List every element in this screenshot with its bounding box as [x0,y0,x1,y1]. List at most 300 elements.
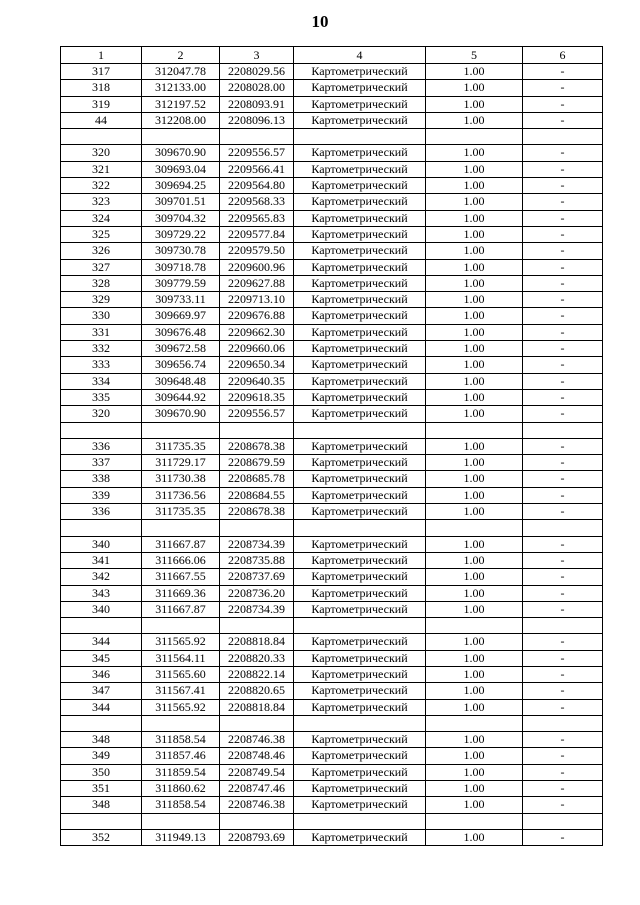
x-coordinate-cell: 309704.32 [142,210,220,226]
point-number-cell: 336 [61,504,142,520]
y-coordinate-cell: 2208735.88 [220,552,294,568]
point-number-cell [61,520,142,536]
description-cell: - [523,487,603,503]
method-cell: Картометрический [294,829,426,845]
accuracy-cell: 1.00 [426,438,523,454]
y-coordinate-cell: 2209600.96 [220,259,294,275]
y-coordinate-cell: 2208748.46 [220,748,294,764]
description-cell: - [523,569,603,585]
method-cell: Картометрический [294,438,426,454]
table-separator-row [61,129,603,145]
method-cell: Картометрический [294,275,426,291]
x-coordinate-cell: 311860.62 [142,781,220,797]
accuracy-cell: 1.00 [426,226,523,242]
accuracy-cell: 1.00 [426,178,523,194]
accuracy-cell: 1.00 [426,504,523,520]
y-coordinate-cell: 2208734.39 [220,536,294,552]
y-coordinate-cell: 2208820.33 [220,650,294,666]
y-coordinate-cell: 2208028.00 [220,80,294,96]
x-coordinate-cell: 309729.22 [142,226,220,242]
x-coordinate-cell: 309676.48 [142,324,220,340]
y-coordinate-cell: 2209566.41 [220,161,294,177]
method-cell: Картометрический [294,748,426,764]
table-row [61,161,603,177]
point-number-cell: 341 [61,552,142,568]
table-row [61,210,603,226]
table-separator-row [61,813,603,829]
description-cell: - [523,634,603,650]
point-number-cell: 44 [61,112,142,128]
table-row [61,536,603,552]
description-cell: - [523,112,603,128]
method-cell: Картометрический [294,80,426,96]
column-header: 1 [61,47,142,64]
point-number-cell: 348 [61,797,142,813]
table-separator-row [61,422,603,438]
accuracy-cell: 1.00 [426,145,523,161]
point-number-cell: 343 [61,585,142,601]
y-coordinate-cell: 2209662.30 [220,324,294,340]
description-cell [523,520,603,536]
point-number-cell: 327 [61,259,142,275]
description-cell: - [523,243,603,259]
column-header: 2 [142,47,220,64]
method-cell: Картометрический [294,471,426,487]
accuracy-cell: 1.00 [426,357,523,373]
y-coordinate-cell: 2209564.80 [220,178,294,194]
method-cell: Картометрический [294,699,426,715]
y-coordinate-cell [220,129,294,145]
table-header-row [61,47,603,64]
point-number-cell [61,618,142,634]
x-coordinate-cell: 311565.92 [142,699,220,715]
accuracy-cell: 1.00 [426,161,523,177]
y-coordinate-cell: 2208818.84 [220,699,294,715]
table-row [61,357,603,373]
point-number-cell: 340 [61,536,142,552]
method-cell: Картометрический [294,504,426,520]
accuracy-cell: 1.00 [426,308,523,324]
x-coordinate-cell: 309644.92 [142,389,220,405]
point-number-cell: 345 [61,650,142,666]
description-cell: - [523,194,603,210]
description-cell: - [523,438,603,454]
table-separator-row [61,618,603,634]
point-number-cell: 324 [61,210,142,226]
description-cell: - [523,80,603,96]
description-cell: - [523,699,603,715]
y-coordinate-cell: 2208678.38 [220,504,294,520]
x-coordinate-cell: 311857.46 [142,748,220,764]
description-cell: - [523,292,603,308]
y-coordinate-cell: 2208820.65 [220,683,294,699]
table-row [61,650,603,666]
table-row [61,96,603,112]
x-coordinate-cell [142,813,220,829]
description-cell: - [523,504,603,520]
point-number-cell: 352 [61,829,142,845]
point-number-cell: 321 [61,161,142,177]
table-row [61,634,603,650]
table-row [61,764,603,780]
table-row [61,243,603,259]
method-cell: Картометрический [294,112,426,128]
table-row [61,732,603,748]
table-row [61,194,603,210]
point-number-cell: 320 [61,145,142,161]
accuracy-cell: 1.00 [426,487,523,503]
y-coordinate-cell: 2209640.35 [220,373,294,389]
description-cell: - [523,748,603,764]
x-coordinate-cell: 311567.41 [142,683,220,699]
table-row [61,226,603,242]
method-cell: Картометрический [294,683,426,699]
point-number-cell: 335 [61,389,142,405]
point-number-cell: 320 [61,406,142,422]
table-row [61,112,603,128]
y-coordinate-cell: 2208684.55 [220,487,294,503]
table-row [61,683,603,699]
table-row [61,487,603,503]
point-number-cell: 326 [61,243,142,259]
method-cell: Картометрический [294,210,426,226]
method-cell: Картометрический [294,161,426,177]
table-row [61,829,603,845]
y-coordinate-cell: 2208746.38 [220,732,294,748]
point-number-cell: 350 [61,764,142,780]
point-number-cell: 338 [61,471,142,487]
accuracy-cell: 1.00 [426,601,523,617]
accuracy-cell: 1.00 [426,569,523,585]
x-coordinate-cell: 309669.97 [142,308,220,324]
x-coordinate-cell: 311949.13 [142,829,220,845]
x-coordinate-cell: 309694.25 [142,178,220,194]
accuracy-cell: 1.00 [426,666,523,682]
accuracy-cell: 1.00 [426,781,523,797]
y-coordinate-cell: 2208678.38 [220,438,294,454]
table-row [61,80,603,96]
method-cell [294,520,426,536]
description-cell: - [523,455,603,471]
x-coordinate-cell: 311736.56 [142,487,220,503]
accuracy-cell: 1.00 [426,341,523,357]
y-coordinate-cell: 2208822.14 [220,666,294,682]
y-coordinate-cell: 2208679.59 [220,455,294,471]
table-row [61,601,603,617]
y-coordinate-cell: 2209577.84 [220,226,294,242]
accuracy-cell: 1.00 [426,243,523,259]
accuracy-cell: 1.00 [426,373,523,389]
table-row [61,552,603,568]
accuracy-cell [426,129,523,145]
x-coordinate-cell: 311735.35 [142,504,220,520]
description-cell: - [523,471,603,487]
table-row [61,455,603,471]
description-cell [523,129,603,145]
x-coordinate-cell [142,520,220,536]
accuracy-cell: 1.00 [426,96,523,112]
point-number-cell: 346 [61,666,142,682]
method-cell: Картометрический [294,259,426,275]
point-number-cell: 339 [61,487,142,503]
method-cell: Картометрический [294,64,426,80]
x-coordinate-cell: 312047.78 [142,64,220,80]
description-cell: - [523,666,603,682]
table-row [61,666,603,682]
x-coordinate-cell: 309670.90 [142,145,220,161]
x-coordinate-cell [142,422,220,438]
table-row [61,406,603,422]
column-header: 5 [426,47,523,64]
method-cell: Картометрический [294,341,426,357]
method-cell: Картометрический [294,487,426,503]
method-cell: Картометрический [294,764,426,780]
x-coordinate-cell [142,715,220,731]
point-number-cell: 342 [61,569,142,585]
description-cell: - [523,732,603,748]
description-cell [523,422,603,438]
point-number-cell: 325 [61,226,142,242]
accuracy-cell: 1.00 [426,455,523,471]
method-cell: Картометрический [294,552,426,568]
x-coordinate-cell: 312133.00 [142,80,220,96]
method-cell: Картометрический [294,634,426,650]
x-coordinate-cell: 309779.59 [142,275,220,291]
y-coordinate-cell: 2208793.69 [220,829,294,845]
table-row [61,145,603,161]
method-cell: Картометрический [294,781,426,797]
y-coordinate-cell: 2209579.50 [220,243,294,259]
x-coordinate-cell: 309718.78 [142,259,220,275]
point-number-cell: 336 [61,438,142,454]
point-number-cell [61,715,142,731]
y-coordinate-cell: 2209650.34 [220,357,294,373]
method-cell: Картометрический [294,194,426,210]
coordinates-table [60,46,603,846]
description-cell [523,813,603,829]
table-row [61,504,603,520]
description-cell: - [523,601,603,617]
y-coordinate-cell: 2209713.10 [220,292,294,308]
y-coordinate-cell: 2208749.54 [220,764,294,780]
y-coordinate-cell: 2209556.57 [220,145,294,161]
accuracy-cell: 1.00 [426,634,523,650]
x-coordinate-cell: 311565.60 [142,666,220,682]
x-coordinate-cell: 311729.17 [142,455,220,471]
x-coordinate-cell: 309672.58 [142,341,220,357]
point-number-cell: 344 [61,634,142,650]
point-number-cell: 318 [61,80,142,96]
description-cell: - [523,259,603,275]
table-row [61,308,603,324]
x-coordinate-cell: 311564.11 [142,650,220,666]
description-cell: - [523,210,603,226]
description-cell: - [523,552,603,568]
point-number-cell: 323 [61,194,142,210]
table-separator-row [61,715,603,731]
description-cell [523,618,603,634]
description-cell: - [523,324,603,340]
description-cell: - [523,161,603,177]
method-cell [294,422,426,438]
accuracy-cell: 1.00 [426,732,523,748]
accuracy-cell: 1.00 [426,275,523,291]
method-cell: Картометрический [294,292,426,308]
point-number-cell: 344 [61,699,142,715]
description-cell: - [523,308,603,324]
point-number-cell [61,813,142,829]
x-coordinate-cell: 312197.52 [142,96,220,112]
y-coordinate-cell: 2209556.57 [220,406,294,422]
description-cell: - [523,96,603,112]
description-cell: - [523,64,603,80]
accuracy-cell: 1.00 [426,194,523,210]
description-cell: - [523,357,603,373]
accuracy-cell [426,618,523,634]
table-row [61,699,603,715]
accuracy-cell: 1.00 [426,748,523,764]
y-coordinate-cell: 2208746.38 [220,797,294,813]
method-cell: Картометрический [294,324,426,340]
accuracy-cell: 1.00 [426,650,523,666]
description-cell: - [523,389,603,405]
method-cell: Картометрический [294,308,426,324]
table-row [61,781,603,797]
point-number-cell: 322 [61,178,142,194]
point-number-cell: 351 [61,781,142,797]
method-cell: Картометрический [294,145,426,161]
y-coordinate-cell [220,715,294,731]
method-cell: Картометрический [294,406,426,422]
description-cell: - [523,275,603,291]
point-number-cell: 334 [61,373,142,389]
description-cell: - [523,145,603,161]
method-cell: Картометрический [294,601,426,617]
table-row [61,324,603,340]
method-cell: Картометрический [294,178,426,194]
description-cell: - [523,341,603,357]
x-coordinate-cell [142,129,220,145]
accuracy-cell: 1.00 [426,259,523,275]
x-coordinate-cell: 311667.87 [142,601,220,617]
method-cell: Картометрический [294,243,426,259]
x-coordinate-cell: 311859.54 [142,764,220,780]
table-body [61,47,603,846]
table-row [61,797,603,813]
method-cell [294,715,426,731]
point-number-cell: 332 [61,341,142,357]
table-row [61,471,603,487]
method-cell [294,618,426,634]
table-row [61,585,603,601]
point-number-cell: 328 [61,275,142,291]
x-coordinate-cell: 309701.51 [142,194,220,210]
method-cell: Картометрический [294,536,426,552]
accuracy-cell [426,715,523,731]
y-coordinate-cell: 2209676.88 [220,308,294,324]
accuracy-cell: 1.00 [426,797,523,813]
table-row [61,373,603,389]
x-coordinate-cell: 309730.78 [142,243,220,259]
method-cell: Картометрический [294,455,426,471]
x-coordinate-cell: 311858.54 [142,732,220,748]
method-cell: Картометрический [294,732,426,748]
y-coordinate-cell: 2208818.84 [220,634,294,650]
accuracy-cell [426,813,523,829]
y-coordinate-cell: 2209660.06 [220,341,294,357]
point-number-cell: 347 [61,683,142,699]
description-cell: - [523,406,603,422]
point-number-cell: 317 [61,64,142,80]
point-number-cell [61,129,142,145]
description-cell: - [523,585,603,601]
accuracy-cell [426,520,523,536]
description-cell: - [523,178,603,194]
point-number-cell: 348 [61,732,142,748]
y-coordinate-cell: 2209627.88 [220,275,294,291]
y-coordinate-cell: 2209565.83 [220,210,294,226]
point-number-cell: 340 [61,601,142,617]
y-coordinate-cell [220,422,294,438]
x-coordinate-cell: 312208.00 [142,112,220,128]
accuracy-cell: 1.00 [426,80,523,96]
point-number-cell: 333 [61,357,142,373]
method-cell: Картометрический [294,666,426,682]
y-coordinate-cell: 2208734.39 [220,601,294,617]
x-coordinate-cell: 311667.55 [142,569,220,585]
y-coordinate-cell [220,813,294,829]
description-cell [523,715,603,731]
accuracy-cell: 1.00 [426,829,523,845]
point-number-cell: 330 [61,308,142,324]
description-cell: - [523,536,603,552]
accuracy-cell: 1.00 [426,683,523,699]
description-cell: - [523,683,603,699]
method-cell [294,813,426,829]
x-coordinate-cell: 311730.38 [142,471,220,487]
accuracy-cell: 1.00 [426,389,523,405]
table-row [61,178,603,194]
x-coordinate-cell: 311669.36 [142,585,220,601]
accuracy-cell: 1.00 [426,210,523,226]
accuracy-cell [426,422,523,438]
x-coordinate-cell: 309648.48 [142,373,220,389]
table-row [61,569,603,585]
y-coordinate-cell: 2208093.91 [220,96,294,112]
table-row [61,438,603,454]
description-cell: - [523,797,603,813]
x-coordinate-cell: 311666.06 [142,552,220,568]
table-row [61,389,603,405]
method-cell: Картометрический [294,585,426,601]
y-coordinate-cell [220,618,294,634]
y-coordinate-cell: 2208747.46 [220,781,294,797]
description-cell: - [523,650,603,666]
y-coordinate-cell: 2208029.56 [220,64,294,80]
description-cell: - [523,764,603,780]
accuracy-cell: 1.00 [426,406,523,422]
column-header: 3 [220,47,294,64]
description-cell: - [523,226,603,242]
table-row [61,748,603,764]
method-cell: Картометрический [294,650,426,666]
table-row [61,259,603,275]
y-coordinate-cell: 2208685.78 [220,471,294,487]
point-number-cell [61,422,142,438]
table-row [61,64,603,80]
x-coordinate-cell: 311667.87 [142,536,220,552]
y-coordinate-cell: 2209618.35 [220,389,294,405]
